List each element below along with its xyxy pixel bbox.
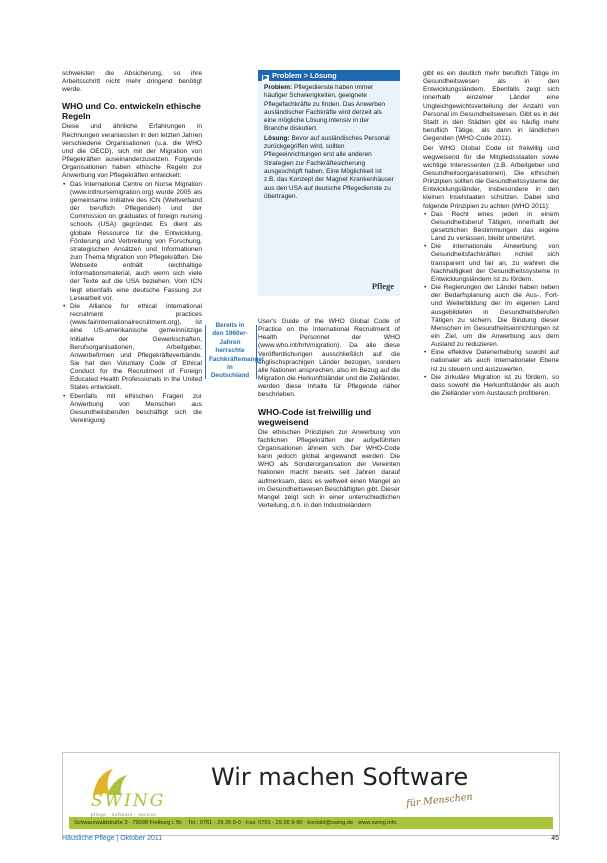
box-body — [258, 81, 400, 201]
problem-solution-box — [258, 70, 400, 296]
organisations-list — [62, 181, 202, 426]
principles-list — [423, 211, 559, 399]
swing-advertisement[interactable] — [62, 752, 560, 836]
page-number: 45 — [551, 835, 559, 842]
list-item: • Die Alliance for ethical international recruitment practices (www.fairinternationalrecruitment.org), ist eine US-amerikanische gemeinnützige Initiative der Gewerkschaften, Berufsorganisationen, Arbeitgeber, Anwerbefirmen und Pflegekräfteverbände. Sie hat den Voluntary Code of Ethical Conduct for the Recruitment of Foreign Educated Health Professionals in the United States entwickelt. — [70, 303, 202, 393]
ad-headline: Wir machen Software — [211, 763, 469, 791]
swing-tagline: pflege · software · service — [91, 812, 157, 817]
list-item: • Eine effektive Datenerhebung sowohl auf nationaler als auch internationaler Ebene ist zu steuern und auszuwerten. — [431, 349, 559, 373]
ad-subline: für Menschen — [405, 791, 474, 810]
section-heading-who-regeln: WHO und Co. entwickeln ethische Regeln — [62, 101, 201, 122]
problem-label: Problem: — [264, 84, 293, 91]
body-paragraph: gibt es ein deutlich mehr beruflich Tätige im Gesundheitswesen als in den Entwicklungsländern. Ebenfalls zeigt sich innerhalb einzelner Länder eine Ungleichgewichtsverteilung der Anzahl von Personal im Gesundheitswesen. Gibt es in der Stadt in den Städten gibt es häufig mehr beruflich Tätige, als dann in ländlichen Gegenden (WHO-Code 2011). — [423, 70, 559, 143]
list-item: • Das International Centre on Nurse Migration (www.intlnursemigration.org) wurde 2005 als gemeinsame Initiative des ICN (Weltverband der beruflich Pflegenden) und der Commission on graduates of foreign nursing schools (USA) gegründet. Es dient als globale Ressource für die Entwicklung, Förderung und Verbreitung von Forschung, strategischen Ansätzen und Informationen zum Thema Migration von Pflegekräften. Die Webseite enthält reichhaltige Informationsmaterial, auch wenn sich viele der Texte auf die USA beziehen. Vom ICN liegt ebenfalls eine deutsche Fassung zur Lesearbeit vor. — [70, 181, 202, 303]
body-paragraph: User's Guide of the WHO Global Code of Practice on the International Recruitment of Health Personnel der WHO (www.who.int/hrh/migration). Da alle diese Veröffentlichungen ausschließlich auf die englischsprachigen Länder bezogen, sondern alle Nationen ansprechen, also im Bezug auf die Migration die Herkunftsländer und die Zielländer, werden diese Inhalte für Pflegende näher beschrieben. — [258, 318, 400, 399]
box-header — [258, 70, 400, 81]
solution-description: Bevor auf ausländisches Personal zurückgegriffen wird, sollten Pflegeeinrichtungen erst alle anderen Strategien zur Fachkräftesicherung ausgeschöpft haben. Eine Möglichkeit ist z.B. das Konzept der Magnet Krankenhäuser aus den USA auf deutsche Pflegedienste zu übertragen. — [264, 134, 394, 200]
list-item: • Ebenfalls mit ethischen Fragen zur Anwerbung von Menschen aus Gesundheitsberufen beschäftigt sich die Vereinigung — [70, 393, 202, 426]
body-paragraph: Diese und ähnliche Erfahrungen in Rechnungen veranlassten in den letzten Jahren verschiedene Organisationen (u.a. die WHO und die OECD), sich mit der Migration von Pflegekräften auseinanderzusetzen. Folgende Organisationen haben ethische Regeln zur Anwerbung von Pflegekräften entwickelt: — [62, 123, 202, 180]
list-item: • Die internationale Anwerbung von Gesundheitsfachkräften richtet sich transparent und fair an, zu wahren die Nachhaltigkeit der Gesundheitssysteme in Entwicklungsländern ist zu fördern. — [431, 243, 559, 284]
list-item: • Die zirkuläre Migration ist zu fördern, so dass sowohl die Herkunftsländer als auch die Zielländer vom Austausch profitieren. — [431, 374, 559, 398]
list-item: • Die Regierungen der Länder haben neben der Bedarfsplanung auch die Aus-, Fort- und Weiterbildung der im eigenen Land ausgebildeten in Gesundheitsberufen Tätigen zu sichern. Die Bindung dieser Menschen im Gesundheitseinrichtungen ist ein Ziel, um die Anwerbung aus dem Ausland zu reduzieren. — [431, 284, 559, 349]
swing-logo — [73, 767, 223, 817]
pull-quote: Bereits in den 1960er-Jahren herrschte Fachkräftemangel in Deutschland — [209, 322, 264, 380]
article-column-3 — [423, 70, 559, 398]
box-title: Problem > Lösung — [272, 71, 337, 80]
solution-text — [264, 135, 394, 201]
swing-wordmark: SWING — [91, 791, 166, 811]
body-paragraph: Die ethischen Prinzipien zur Anwerbung von fachlichen Pflegekräften der aufgeführten Organisationen ähneln sich. Der WHO-Code kann jedoch global angewandt werden. Die WHO als Sonderorganisation der Vereinten Nationen macht bereits seit Jahren darauf aufmerksam, dass es weltweit einen Mangel an im Gesundheitswesen Beschäftigten gibt. Dieser Mangel zeigt sich in einer unterschiedlichen Verteilung, d.h. in den Industrieländern — [258, 428, 400, 509]
intro-paragraph: schweisten die Absicherung, so ihre Arbeitsschritt nicht mehr dringend benötigt werde. — [62, 70, 202, 94]
arrow-right-icon: ▶ — [263, 75, 268, 81]
footer-publication: Häusliche Pflege | Oktober 2011 — [62, 835, 163, 842]
list-item: • Das Recht eines jeden in einem Gesundheitsberuf Tätigen, innerhalb der gesetzlichen Bestimmungen das eigene Land zu verlassen, bleibt unberührt. — [431, 211, 559, 244]
problem-description: Pflegedienste haben immer häufiger Schwierigkeiten, geeignete Pflegefachkräfte zu finden. Das Anwerben ausländischer Fachkräfte wird derzeit als eine mögliche Lösung intensiv in der Branche diskutiert. — [264, 84, 386, 133]
problem-text — [264, 84, 394, 134]
section-heading-who-code: WHO-Code ist freiwillig und wegweisend — [258, 406, 372, 427]
article-column-2 — [258, 318, 400, 510]
ad-contact-strip: Schwarzwaldstraße 3 · 79098 Freiburg i. Br. · Tel.: 0761 - 29 26 9-0 · Fax: 0761 - 29 26 9-90 · kontakt@swing.de · www.swing.info — [69, 817, 553, 829]
solution-label: Lösung: — [264, 134, 290, 142]
pflege-logo: Pflege — [371, 281, 394, 291]
body-paragraph: Der WHO Global Code ist freiwillig und wegweisend für die Mitgliedsstaaten sowie wichtige Interessenten (z.B. Arbeitgeber und Gesundheitsorganisationen). Die ethischen Prinzipien sollten die Gesundheitssysteme der Entwicklungsländer, insbesondere in den kleinen Inselstaaten schützen. Dabei sind folgende Prinzipien zu achten (WHO 2011): — [423, 145, 559, 210]
article-column-1 — [62, 70, 202, 425]
